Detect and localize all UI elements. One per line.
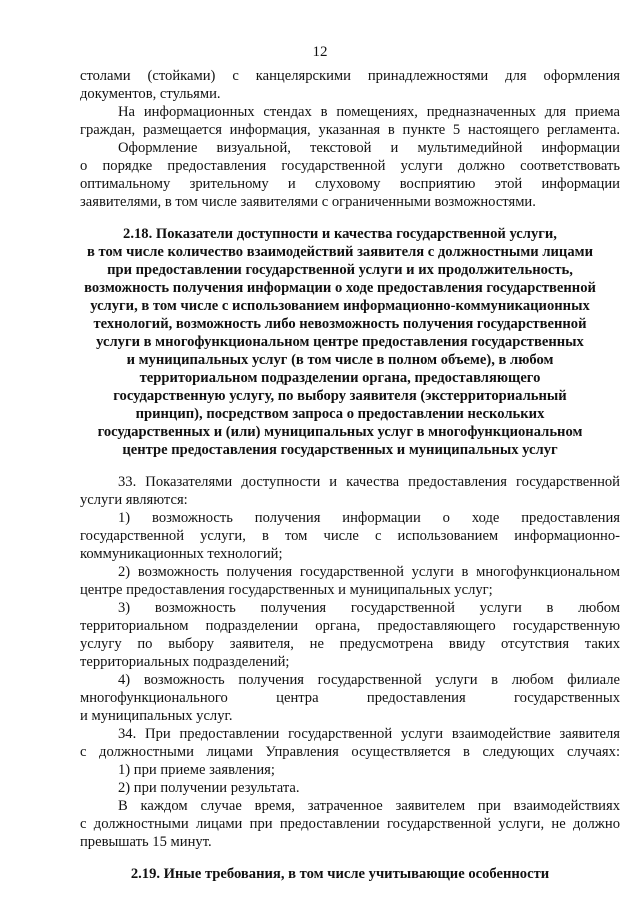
text-line: территориальных подразделений; — [80, 654, 290, 670]
text-line: многофункционального центра предоставления государственных — [80, 690, 620, 706]
text-line: 3) возможность получения государственной услуги в любом — [118, 600, 620, 616]
text-line: о порядке предоставления государственной услуги должно соответствовать — [80, 158, 620, 174]
text-line: документов, стульями. — [80, 86, 221, 102]
section-heading-line: и муниципальных услуг (в том числе в полном объеме), в любом — [126, 352, 554, 368]
text-line: и муниципальных услуг. — [80, 708, 233, 724]
text-line: государственной услуги, в том числе с использованием информационно- — [80, 528, 620, 544]
text-line: 1) возможность получения информации о ходе предоставления — [118, 510, 620, 526]
page-number: 12 — [312, 44, 328, 60]
section-heading-line: услуги, в том числе с использованием информационно-коммуникационных — [90, 298, 590, 314]
section-heading-line: при предоставлении государственной услуги и их продолжительность, — [107, 262, 573, 278]
text-line: граждан, размещается информация, указанная в пункте 5 настоящего регламента. — [80, 122, 620, 138]
text-line: 4) возможность получения государственной услуги в любом филиале — [118, 672, 620, 688]
section-heading-line: технологий, возможность либо невозможность получения государственной — [93, 316, 587, 332]
text-line: столами (стойками) с канцелярскими принадлежностями для оформления — [80, 68, 620, 84]
text-line: 34. При предоставлении государственной услуги взаимодействие заявителя — [118, 726, 620, 742]
text-line: оптимальному зрительному и слуховому восприятию этой информации — [80, 176, 620, 192]
text-line: На информационных стендах в помещениях, предназначенных для приема — [118, 104, 620, 120]
section-heading-line: государственную услугу, по выбору заявителя (экстерриториальный — [113, 388, 567, 404]
section-heading-line: возможность получения информации о ходе предоставления государственной — [84, 280, 596, 296]
text-line: 2) при получении результата. — [118, 780, 300, 796]
section-heading-line: центре предоставления государственных и муниципальных услуг — [122, 442, 558, 458]
text-line: с должностными лицами при предоставлении государственной услуги, не должно — [80, 816, 620, 832]
text-line: В каждом случае время, затраченное заявителем при взаимодействиях — [118, 798, 620, 814]
section-heading: 2.19. Иные требования, в том числе учитывающие особенности — [130, 866, 550, 882]
text-line: заявителями, в том числе заявителями с ограниченными возможностями. — [80, 194, 536, 210]
text-line: 1) при приеме заявления; — [118, 762, 275, 778]
text-line: центре предоставления государственных и муниципальных услуг; — [80, 582, 493, 598]
text-line: коммуникационных технологий; — [80, 546, 283, 562]
section-heading-line: принцип), посредством запроса о предоставлении нескольких — [135, 406, 545, 422]
text-line: с должностными лицами Управления осуществляется в следующих случаях: — [80, 744, 620, 760]
text-line: 33. Показателями доступности и качества предоставления государственной — [118, 474, 620, 490]
text-line: превышать 15 минут. — [80, 834, 212, 850]
text-line: услугу по выбору заявителя, не предусмотрена ввиду отсутствия таких — [80, 636, 620, 652]
section-heading-line: государственных и (или) муниципальных услуг в многофункциональном — [97, 424, 583, 440]
section-heading-line: услуги в многофункциональном центре предоставления государственных — [96, 334, 584, 350]
section-heading-line: в том числе количество взаимодействий заявителя с должностными лицами — [87, 244, 593, 260]
text-line: территориальном подразделении органа, предоставляющего государственную — [80, 618, 620, 634]
section-heading-line: территориальном подразделении органа, предоставляющего — [139, 370, 541, 386]
section-heading-line: 2.18. Показатели доступности и качества государственной услуги, — [123, 226, 557, 242]
text-line: Оформление визуальной, текстовой и мультимедийной информации — [118, 140, 620, 156]
text-line: 2) возможность получения государственной услуги в многофункциональном — [118, 564, 620, 580]
text-line: услуги являются: — [80, 492, 188, 508]
